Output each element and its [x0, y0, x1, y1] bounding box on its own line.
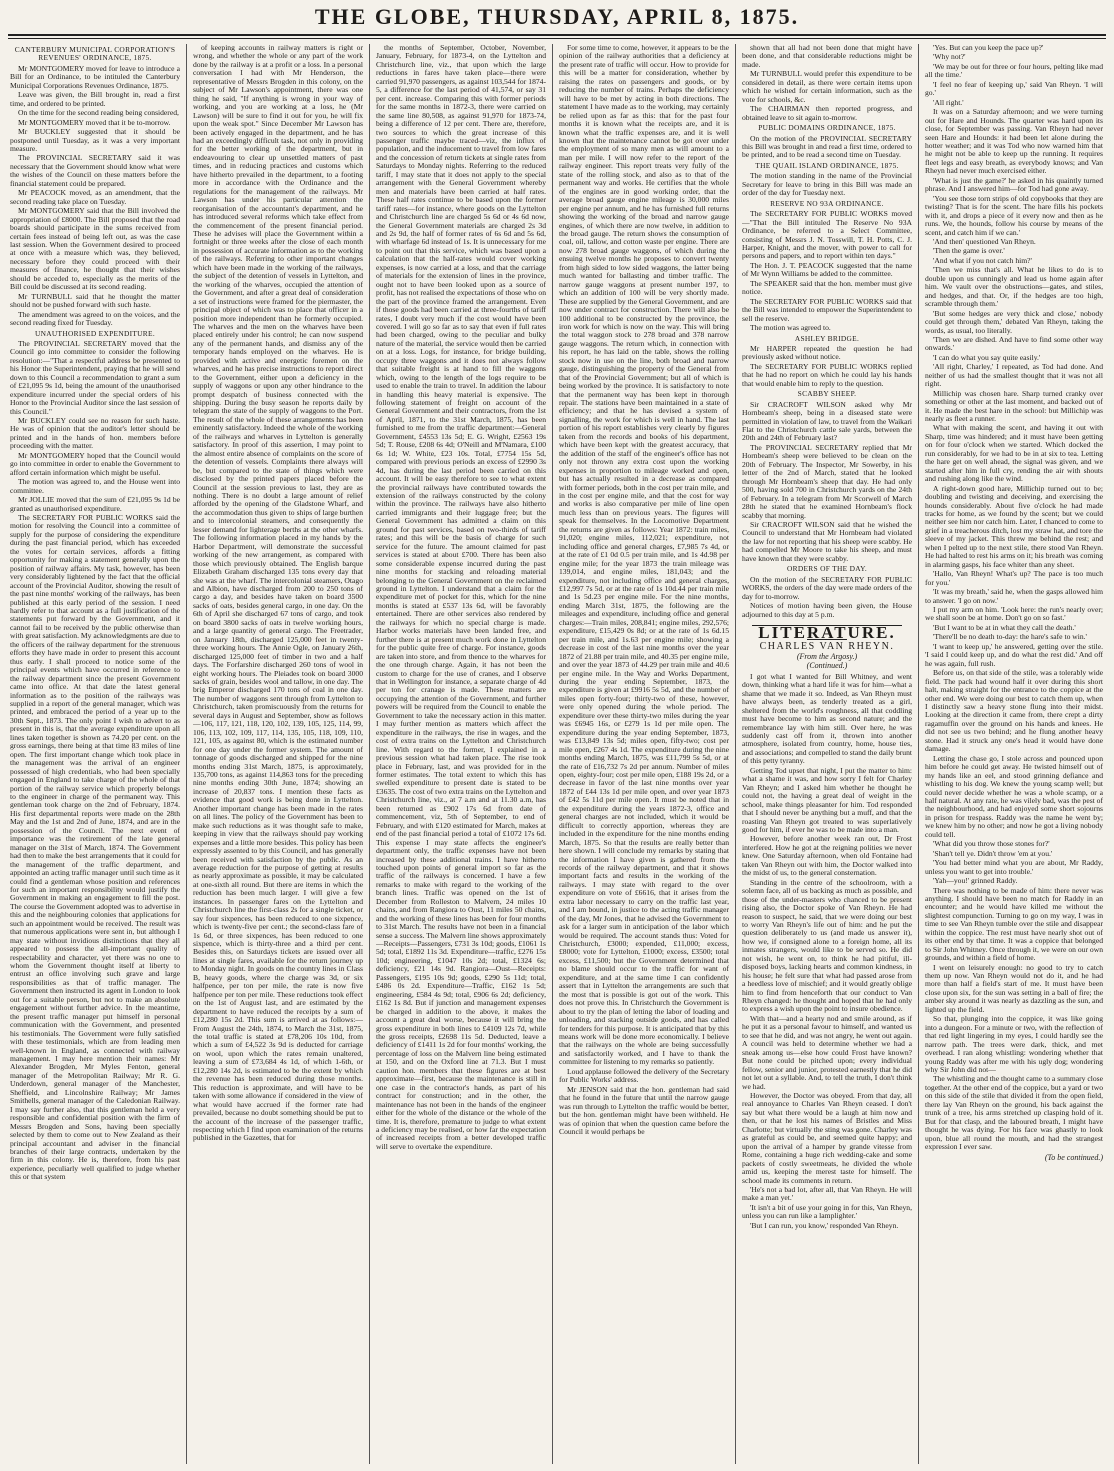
section-heading: RESERVE NO 93A ORDINANCE.	[770, 198, 884, 208]
paragraph: 'You see those torn strips of old copybooks that they are twisting? That is for the scent. The hare fills his pockets with it, and drops a piece of it every now and then as he runs. We, the hounds, follow his course by means of the scent, and catch him if we can.'	[925, 193, 1103, 237]
paragraph: Standing in the centre of the schoolroom, with a solemn face, all of us backing as much as possible, and those of the under-masters who chanced to be present rising also, the Doctor spoke of Van Rheyn. He had reason to suspect, he said, that we were doing our best to worry Van Rheyn's life out of him: and he put the question deliberately to us (and made us answer it), how we, if consigned alone to a foreign home, all its inmates strangers, would like to be served so. He did not wish, he went on, to think he had pitiful, ill-disposed boys, lacking hearts and common kindness, in his house; he felt sure that what had passed arose from a heedless love of mischief; and it would greatly oblige him to find from henceforth that our conduct to Van Rheyn changed: he thought and hoped that he had only to express a wish upon the point to insure obedience.	[742, 877, 912, 1014]
paragraph: 'He's not a bad lot, after all, that Van Rheyn. He will make a man yet.'	[742, 1185, 912, 1203]
section-heading: ASHLEY BRIDGE.	[794, 333, 860, 343]
paragraph: shown that all had not been done that might have been done, and that considerable reductions might be made.	[742, 44, 912, 69]
column-4	[559, 44, 729, 1464]
story-continued: (Continued.)	[806, 661, 848, 671]
paragraph: of keeping accounts in railway matters is right or wrong, and whether the whole or any part of the work done by the railway is at a profit or a loss. In a personal conversation I had with Mr Henderson, the representative of Messrs Brogden in this colony, on the subject of Mr Lawson's appointment, there was one thing he said, "If anything is wrong in your way of working, and you are working at a loss, he (Mr Lawson) will be sure to find it out for you, he will fix upon the weak spot." Since December Mr Lawson has been actively engaged in the department, and he has had an exceedingly difficult task, not only in providing for the better working of the department, but in endeavouring to clear up unsettled matters of past times, and in reducing practices and customs which have hitherto prevailed in the department, to a footing more in accordance with the Ordinance and the regulations for the management of the railways. Mr Lawson has under his particular attention the reorganisation of the accountant's department, and he has introduced several reforms which take effect from the commencement of the present financial period. These he advises will place the Government within a fortnight or three weeks after the close of each month in possession of accurate information as to the working of the railways. Referring to other important changes which have been made in the working of the railways, the subject of the detention of vessels in Lyttelton, and the working of the wharves, occupied the attention of the Government, and after a great deal of consideration a set of instructions were framed for the piermaster, the principal object of which was to place that officer in a position more independent than he formerly occupied. The wharves and the men on the wharves have been placed entirely under his control; he can now suspend any of the permanent hands, and dismiss any of the temporary hands employed on the wharves. He is provided with active and energetic foremen on the wharves, and he has precise instructions to report direct to the Government, either upon a deficiency in the supply of waggons or upon any other hindrance to the prompt despatch of business connected with the shipping. During the busy season he reports daily by telegram the state of the supply of waggons to the Port. The result of the whole of these arrangements has been eminently satisfactory. Indeed the whole of the working of the railways and wharves in Lyttelton is generally satisfactory. In proof of this assertion, I may point to the almost entire absence of complaints on the score of the detention of vessels. Complaints there always will be, but compared to the state of things which were disclosed by the printed papers placed before the Council at the session previous to last, they are as nothing. There is no doubt a large amount of relief afforded by the opening of the Gladstone Wharf, and the accommodation thus given to ships of large burthen and to intercolonial steamers, and consequently the lesser demand for lighterage berths at the other wharfs. The following information placed in my hands by the Harbor Department, will demonstrate the successful working of the new arrangement, as compared with those which previously obtained. The English barque Elizabeth Graham discharged 135 tons every day that she was at the wharf. The intercolonial steamers, Otago and Albion, have discharged from 200 to 250 tons of cargo a day, and besides have taken on board 3500 sacks of oats, besides general cargo, in one day. On the 6th of April she discharged 67 tons of cargo, and took on board 3800 sacks of oats in twelve working hours, and a large quantity of general cargo. The Freetrader, on January 18th, discharged 125,000 feet in twenty-three working hours. The Annie Ogle, on January 26th, discharged 125,000 feet of timber in two and a half days. The Forfarshire discharged 260 tons of wool in eight working hours. The Pleiades took on board 3000 sacks of grain, besides wool and tallow, in one day. The brig Emperor discharged 170 tons of coal in one day. The number of waggons sent through from Lyttelton to Christchurch, taken promiscuously from the returns for several days in August and September, show as follows—106, 117, 121, 118, 120, 102, 139, 105, 125, 114, 99, 106, 113, 102, 109, 117, 114, 135, 105, 118, 109, 110, 121, 105, as against 80, which is the estimated number for one day under the former system. The amount of tonnage of goods discharged and shipped for the nine months ending 31st March, 1875, is approximately, 135,700 tons, as against 114,863 tons for the preceding nine months ending 30th June, 1874; showing an increase of 20,837 tons. I mention these facts as evidence that good work is being done in Lyttelton. Another important change has been made in the rates on all lines. The policy of the Government has been to make such reductions as it was thought safe to make, keeping in view that the railways should pay working expenses and a little more besides. This policy has been expressly assented to by this Council, and has generally been received with satisfaction by the public. As an average reduction for the purpose of getting at results as nearly approximate as possible, it may be calculated at one-sixth all round. But there are items in which the reduction has been much larger. I will give a few instances. In passenger fares on the Lyttelton and Christchurch line the first-class 2s for a single ticket, or say four sixpences, has been reduced to one sixpence, which is twenty-five per cent.; the second-class fare of 1s 6d, or three sixpences, has been reduced to one sixpence, which is thirty-three and a third per cent. Besides this, on Saturdays tickets are issued over all lines at single fares, available for the return journey up to Monday night. In goods on the country lines in Class B, heavy goods, where the charge was 3d, or six halfpence, per ton per mile, the rate is now five halfpence per ton per mile. These reductions took effect on the 1st of August last, and are estimated by the department to have reduced the receipts by a sum of £12,280 15s 2d. This sum is arrived at as follows:—From August the 24th, 1874, to March the 31st, 1875, the total traffic is stated at £78,206 10s 10d, from which a sum of £4,522 3s 9d is deducted for carriage on wool, upon which the rates remain unaltered, leaving a sum of £73,684 4s 1d, of which 1-6th, or £12,280 14s 2d, is estimated to be the extent by which the revenue has been reduced during those months. This reduction is approximate, and will have to be taken with some allowance if considered in the view of what would have accrued if the former rate had prevailed, because no doubt something should be put to the account of the increase of the passenger traffic, respecting which I find upon examination of the returns published in the Gazettes, that for	[193, 44, 363, 1143]
column-divider	[186, 44, 187, 1464]
paragraph: 'Why not?'	[933, 52, 966, 62]
paragraph: 'There'll be no death to-day: the hare's safe to win.'	[933, 632, 1087, 642]
paragraph: 'What did you throw those stones for?'	[933, 839, 1050, 849]
column-divider	[918, 44, 919, 1464]
paragraph: 'All right.'	[933, 97, 964, 107]
paragraph: A right-down good hare, Millichip turned out to be; doubling and twisting and deceiving, and exercising the hounds considerably. About five o'clock he had made tracks for home, as we found by the scent; but we could neither see him nor catch him. Later, I chanced to come to grief in a treacherous ditch, lost my straw hat, and tore the sleeve of my jacket. This threw me behind the rest; and when I pelted up to the next stile, there stood Van Rheyn. He had halted to rest his arms on it; his breath was coming in alarming gasps, his face whiter than any sheet.	[925, 483, 1103, 569]
paragraph: Getting Tod upset that night, I put the matter to him: what a shame it was, and how sorry I felt for Charley Van Rheyn; and I asked him whether he thought he could not, the having a great deal of weight in the school, make things pleasanter for him. Tod responded that I should never be anything but a muff, and that the roasting Van Rheyn got treated to was superlatively good for him, if ever he was to be made into a man.	[742, 765, 912, 834]
paragraph: 'Then the game is over.'	[933, 246, 1005, 256]
paragraph: 'It was my breath,' said he, when the gasps allowed him to answer. 'I go on now.'	[925, 587, 1103, 605]
paragraph: The SPEAKER said that the hon. member must give notice.	[742, 278, 912, 297]
paragraph: On the time for the second reading being considered,	[18, 108, 179, 118]
paragraph: The PROVINCIAL SECRETARY replied that Mr Hornbeam's sheep were believed to be clean on the 20th of February. The Inspector, Mr Sowerby, in his letter of the 2nd of March, stated that he looked through Mr Hornbeam's sheep that day. He had only 500, having sold 700 in Christchurch yards on the 24th of February. In a telegram from Mr Scorwell of March 28th he stated that he examined Hornbeam's flock scabby that morning.	[742, 442, 912, 520]
column-1	[10, 44, 180, 1464]
paragraph: On the motion of the SECRETARY FOR PUBLIC WORKS, the orders of the day were made orders of the day for to-morrow.	[742, 574, 912, 601]
paragraph: 'But I can run, you know,' responded Van Rheyn.	[750, 1220, 899, 1230]
column-3	[376, 44, 546, 1464]
paragraph: What with making the scent, and having it out with Sharp, time was hindered; and it must have been getting on for four o'clock when we started. Which docked the run considerably, for we had to be in at six to tea. Letting the hare get on well ahead, the signal was given, and we started after him in full cry, rending the air with shouts and rushing along like the wind.	[925, 423, 1103, 484]
paragraph: For some time to come, however, it appears to be the opinion of the railway authorities that a deficiency at the present rate of traffic will occur. How to provide for this will be a matter for consideration, whether by raising the rates on passengers and goods, or by reducing the number of trains. Perhaps the deficiency will have to be met by acting in both directions. The statement I have made as to the working, may certainly be relied upon as far as this: that for the past four months it is known what the receipts are, and it is known what the traffic expenses are, and it is well known that the maintenance cannot be got over under the employment of so many men as will amount to a man per mile. I will now refer to the report of the railway engineer. This report treats very fully of the state of the rolling stock, and also as to that of the permanent way and works. He certifies that the whole of the engines are in good working order, that the average broad gauge engine mileage is 30,000 miles per engine per annum, and he has furnished full returns showing the working of the broad and narrow gauge engines, of which there are now twelve, in addition to the broad gauge. The return shows the consumption of coal, oil, tallow, and cotton waste per engine. There are now 278 broad gauge waggons, of which during the ensuing twelve months he proposes to convert twenty from high sided to low sided waggons, the latter being much wanted for ballasting and timber traffic. The narrow gauge waggons at present number 197, to which an addition of 100 will be very shortly made. These are supplied by the General Government, and are now under contract for construction. There will also be 100 additional to be constructed by the province, the iron work for which is now on the way. This will bring the total waggon stock to 278 broad and 378 narrow gauge waggons. The return which, in connection with his report, he has laid on the table, shows the rolling stock now in use on the line, both broad and narrow gauge, distinguishing the property of the General from that of the Provincial Government; but all of which is being worked by the province. It is satisfactory to note that the permanent way has been kept in thorough repair. The stations have been maintained in a state of efficiency; and that he has devised a system of signalling, the work for which is well in hand. The last portion of his report establishes very clearly by figures taken from the records and books of his department, which have been kept with the greatest accuracy, that the addition of the staff of the engineer's office has not only not thrown any extra cost upon the working expenses in proportion to mileage worked and open, but has actually resulted in a decrease as compared with former periods, both in the cost per train mile, and in the cost per engine mile, and that the cost for way and works is also comparative per mile of line open much less than on previous years. The figures will speak for themselves. In the Locomotive Department the returns are given as follows: Year 1872: train miles, 91,020; engine miles, 112,021; expenditure, not including office and general charges, £7,985 7s 4d, or at the rate of £1 0d 0.5 per train mile, and 1s 4d.98 per engine mile; for the year 1873 the train mileage was 139,014, and engine miles, 181,043; and the expenditure, not including office and general charges, £12,997 7s 5d, or at the rate of 1s 10d.44 per train mile and 1s 5d.23 per engine mile. For the nine months, ending March 31st, 1875, the following are the mileages and expenditure, including office and general charges:—Train miles, 208,841; engine miles, 292,576; expenditure, £15,429 0s 8d; or at the rate of 1s 6d.15 per train mile, and 1s.63 per engine mile; showing a decrease in cost of the last nine months over the year 1872 of 21.88 per train mile, and 40.35 per engine mile, and over the year 1873 of 44.29 per train mile and 40.6 per engine mile. In the Way and Works Department, during the year ending September, 1873, the expenditure is given at £9916 5s 5d, and the number of miles open forty-four; thirty-two of these, however, were only opened during the whole period. The expenditure over these thirty-two miles during the year was £6945 16s, or £279 1s 1d per mile open. The expenditure during the year ending September, 1873, was £13,849 13s 5d; miles open, fifty-two; cost per mile open, £267 4s 1d. The expenditure during the nine months ending March, 1875, was £11,799 5s 5d, or at the rate of £16,732 7s 2d per annum. Number of miles open, eighty-four; cost per mile open, £188 19s 2d, or a decrease in favor of the last nine months over year 1872 of £44 13s 1d per mile open, and over year 1873 of £42 5s 11d per mile open. It must be noted that in the expenditure during the years 1872-3, office and general charges are not included, which it would be difficult to correctly apportion, whereas they are included in the expenditure for the nine months ending March, 1875. So that the results are really better than here shown. I will conclude my remarks by stating that the information I have given is gathered from the records of the railway department, and that it shows important facts and results in the working of the railways. I may state with regard to the over expenditure on vote of £6616, that it arises from the extra labor necessary to carry on the traffic last year, and I am bound, in justice to the acting traffic manager of the day, Mr Jones, that he advised the Government to ask for a larger sum in anticipation of the labor which would be required. The account stands thus: Voted for Christchurch, £3000; expended, £11,000; excess, £8000; vote for Lyttelton, £1000; excess, £3500; total excess, £11,500; but the Government determined that no blame should occur to the traffic for want of expenditure, and at the same time I can confidently assert that in Lyttelton the arrangements are such that the most that is possible is got out of the work. This does not prove this. In Christchurch the Government is about to try the plan of letting the labor of loading and unloading, and stacking outside goods, and has called for tenders for this purpose. It is anticipated that by this means work will be done more economically. I believe that the railways on the whole are being successfully and satisfactorily worked, and I have to thank the committee for listening to my remarks so patiently.	[559, 44, 729, 1067]
paragraph: 'And what if you not catch him?'	[933, 255, 1032, 265]
story-source: (From the Argosy.)	[796, 651, 858, 661]
paragraph: The motion standing in the name of the Provincial Secretary for leave to bring in this Bill was made an order of the day for Tuesday next.	[742, 171, 912, 198]
section-heading: UNAUTHORISED EXPENDITURE.	[35, 328, 155, 338]
paragraph: 'Shan't tell ye. Didn't throw 'em at you.'	[933, 848, 1053, 858]
paragraph: 'What is just the game?' he asked in his quaintly turned phrase. And I answered him—for Tod had gone away.	[925, 175, 1103, 194]
section-heading: PUBLIC DOMAINS ORDINANCE, 1875.	[758, 123, 896, 133]
paragraph: 'Hallo, Van Rheyn! What's up? The pace is too much for you.'	[925, 569, 1103, 587]
paragraph: The CHAIRMAN then reported progress, and obtained leave to sit again to-morrow.	[742, 104, 912, 122]
section-heading: CANTERBURY MUNICIPAL CORPORATION'S REVENUES' ORDINANCE, 1875.	[14, 45, 176, 63]
paragraph: Mr BUCKLEY suggested that it should be postponed until Tuesday, as it was a very important measure.	[10, 127, 180, 153]
paragraph: Sir CRACROFT WILSON said that he wished the Council to understand that Mr Hornbeam had violated the law for not reporting that his sheep were scabby. He had compelled Mr Moore to take his sheep, and must have known that they were scabby.	[742, 520, 912, 563]
paragraph: Mr MONTGOMERY hoped that the Council would go into committee in order to enable the Government to afford certain information which might be useful.	[10, 450, 180, 477]
column-divider	[735, 44, 736, 1464]
paragraph: 'I can do what you say quite easily.'	[933, 352, 1041, 362]
column-divider	[552, 44, 553, 1464]
paragraph: The SECRETARY FOR PUBLIC WORKS said that the Bill was intended to empower the Superintendent to sell the reserve.	[742, 296, 912, 323]
paragraph: 'Yah—you!' grinned Raddy.	[933, 876, 1018, 886]
paragraph: 'I feel no fear of keeping up,' said Van Rheyn. 'I will go.'	[925, 79, 1103, 98]
paragraph: Mr PEACOCK moved, as an amendment, that the second reading take place on Tuesday.	[10, 188, 180, 206]
paragraph: So that, plunging into the coppice, it was like going into a dungeon. For a minute or two, with the reflection of that red light lingering in my eyes, I could hardly see the narrow path. The trees were dark, thick, and met overhead. I ran along whistling: wondering whether that young Raddy was after me with his ugly dog; wondering why Sir John did not—	[925, 1014, 1103, 1075]
paragraph: 'But I want to be at in what they call the death.'	[933, 622, 1076, 632]
literature-heading: LITERATURE.	[758, 623, 896, 642]
paragraph: However, the Doctor was obeyed. From that day, all real annoyance to Charles Van Rheyn ceased. I don't say but what there would be a laugh at him now and then, or that he lost his names of Bristles and Miss Charlotte; but virtually the sting was gone. Charley was as grateful as could be, and seemed quite happy; and upon the arrival of a hamper by grande vitesse from Rome, containing a huge rich wedding-cake and some packets of costly sweetmeats, he divided the whole amid us, keeping the merest taste for himself. The school made its comments in return.	[742, 1091, 912, 1185]
paragraph: The whistling and the thought came to a summary close together. At the other end of the coppice, but a yard or two on this side of the stile that divided it from the open field, there lay Van Rheyn on the ground, his back against the trunk of a tree, his arms stretched up clasping hold of it. But for that clasp, and the laboured breath, I might have thought he was dying. For his face was ghastly to look upon, blue all round the mouth, and had the strangest expression I ever saw.	[925, 1074, 1103, 1152]
paragraph: It was on a Saturday afternoon; and we were turning out for Hare and Hounds. The quarter was hard upon its close, for September was passing. Van Rheyn had never seen Hare and Hounds: it had been let alone during the hotter weather; and it was Tod who now warned him that he might not be able to keep up the running. It requires fleet legs and easy breath, as everybody knows; and Van Rheyn had never much exercised either.	[925, 107, 1103, 176]
paragraph: Loud applause followed the delivery of the Secretary for Public Works' address.	[559, 1066, 729, 1085]
paragraph: Mr TURNBULL said that he thought the matter should not be pushed forward with such haste.	[10, 291, 180, 310]
paragraph: Notices of motion having been given, the House adjourned to this day at 5 p.m.	[742, 601, 912, 619]
masthead-rule-thin	[8, 38, 1106, 39]
paragraph: 'And then' questioned Van Rheyn.	[933, 236, 1036, 246]
paragraph: 'All right, Charley,' I repeated, as Tod had done. And neither of us had the smallest thought that it was not all right.	[925, 362, 1103, 389]
paragraph: Mr MONTGOMERY said that the Bill involved the appropriation of £8000. The Bill proposed that the road boards should participate in the sums received from certain fees instead of being left out, as was the case last session. When the Government desired to proceed at once with a measure which was, they believed, necessary before they could proceed with their measures of finance, he thought that their wishes should be acceded to, especially as the merits of the Bill could be discussed at its second reading.	[10, 206, 180, 292]
paragraph: The SECRETARY FOR PUBLIC WORKS moved—"That the Bill intituled The Reserve No 93A Ordinance, be referred to a Select Committee, consisting of Messrs J. N. Tosswill, T. H. Potts, C. J. Harper, Knight, and the mover, with power to call for persons and papers, and to report within ten days."	[742, 209, 912, 261]
paragraph: Millichip was chosen hare. Sharp turned cranky over something or other at the last moment, and backed out of it. He made the best hare in the school: but Millichip was nearly as fleet a runner.	[925, 388, 1103, 424]
paragraph: The SECRETARY FOR PUBLIC WORKS said the motion for resolving the Council into a committee of supply for the purpose of considering the expenditure during the past financial period, which has exceeded the votes for certain services, affords a fitting opportunity for making a statement generally upon the position of railway affairs. My task, however, has been very considerably lightened by the fact that the official account of the Provincial Auditor, showing the result of the past nine months' working of the railways, has been published at this early period of the session. I need hardly refer to that account as a full justification of the statements put forward by the Government, and it cannot fail to be received by the public otherwise than with great satisfaction. My acknowledgments are due to the officers of the railway department for the strenuous efforts they have made in order to present this account thus early. I shall proceed to notice some of the principal events which have occurred in reference to the railway department since the present Government came into office. At that date the latest general information as to the position of the railways was supplied in a report of the general manager, which was printed, and embraced the period of a year up to the 30th Sept., 1873. The only point I wish to advert to as present in this is, that the average expenditure upon all lines taken together is shown as 74.20 per cent. on the gross earnings, there being at that time 83 miles of line open. The first important change which took place in the management was the arrival of an engineer possessed of high credentials, who had been specially engaged in England to take charge of the whole of that portion of the railway service which properly belongs to the engineer in charge of the permanent way. This gentleman took charge on the 2nd of February, 1874. His first departmental reports were made on the 28th May and the 1st and 2nd of June, 1874, and are in the possession of the Council. The next event of importance was the retirement of the late general manager on the 31st of March, 1874. The Government had then to make the best arrangements that it could for the management of the traffic department, and appointed an acting traffic manager until such time as it could find a gentleman whose position and references for such an important responsibility would justify the Government in making an engagement to fill the post. The course the Government adopted was to advertise in this and the neighbouring colonies that applications for such an appointment would be received. The result was that numerous applications were sent in, but although I may state without invidious distinctions that they all appeared to possess the all-important quality of respectability and character, yet there was no one to whom the Government thought itself at liberty to entrust an office involving such grave and large responsibilities as that of traffic manager. The Government then instructed its agent in London to look out for a suitable person, but not to make an absolute engagement without further advice. In the meantime, the present traffic manager put himself in personal communication with the Government, and presented his testimonials. The Government were fully satisfied with these testimonials, which are from leading men well-known in England, as connected with railway management. I may here mention their names: Mr Alexander Brogden, Mr Myles Fenton, general manager of the Metropolitan Railway; Mr R. G. Underdown, general manager of the Manchester, Sheffield, and Lincolnshire Railway; Mr James Smithells, general manager of the Caledonian Railway. I may say further also, that this gentleman held a very responsible and confidential position with the firm of Messrs Brogden and Sons, having been specially selected by them to come out to New Zealand as their principal accountant and adviser in the financial branches of their large contracts, undertaken by the firm in this colony. He is, therefore, from his past experience, peculiarly well qualified to judge whether this or that system	[10, 513, 180, 1182]
masthead-rule	[8, 34, 1106, 36]
paragraph: Mr MONTGOMERY moved for leave to introduce a Bill for an Ordinance, to be intituled the Canterbury Municipal Corporations Revenues Ordinance, 1875.	[10, 63, 180, 90]
paragraph: 'It isn't a bit of use your going in for this, Van Rheyn, unless you can run like a lamplighter.'	[742, 1202, 912, 1221]
column-6	[925, 44, 1103, 1464]
column-divider	[369, 44, 370, 1464]
paragraph: On the motion of the PROVINCIAL SECRETARY this Bill was brought in and read a first time, ordered to be printed, and to be read a second time on Tuesday.	[742, 133, 912, 160]
paragraph: 'We may be out for three or four hours, pelting like mad all the time.'	[925, 61, 1103, 80]
paragraph: 'You had better mind what you are about, Mr Raddy, unless you want to get into trouble.'	[925, 858, 1103, 876]
section-heading: SCABBY SHEEP.	[797, 389, 857, 399]
paragraph: Sir CRACROFT WILSON asked why Mr Hornbeam's sheep, being in a diseased state were permitted in violation of law, to travel from the Waikari Flat to the Christchurch cattle sale yards, between the 20th and 24th of February last?	[742, 399, 912, 443]
paragraph: Mr JOLLIE moved that the sum of £21,095 9s 1d be granted as unauthorised expenditure.	[10, 495, 180, 513]
paragraph: There was nothing to be made of him: there never was anything. I should have been no match for Raddy in an encounter; and he would have killed me without the slightest compunction. Turning to go on my way, I was in time to see Van Rheyn tumble over the stile and disappear within the coppice. The rest must have nearly shot out of its other end by that time. It was a coppice that belonged to Sir John Whitney. Once through it, we were on our own grounds, and within a field of home.	[925, 885, 1103, 963]
paragraph: However, before another week ran out, Dr Frost interfered. How he got at the reigning polities we never knew. One Saturday afternoon, when old Fontaine had taken Van Rheyn out with him, the Doctor walked into the midst of us, to the general consternation.	[742, 834, 912, 878]
paragraph: The SECRETARY FOR PUBLIC WORKS replied that he had no report on which he could lay his hands that would enable him to reply to the question.	[742, 361, 912, 388]
paragraph: 'Then we are dished. And have to find some other way onwards.'	[925, 334, 1103, 353]
paragraph: The amendment was agreed to on the voices, and the second reading fixed for Tuesday.	[10, 309, 180, 328]
paragraph: Leave was given, the Bill brought in, read a first time, and ordered to be printed.	[10, 90, 180, 108]
paragraph: Letting the chase go, I stole across and pounced upon him before he could get away. He twisted himself out of my hands like an eel, and stood grinning defiance and whistling to his dog. We knew the young scamp well; but could never decide whether he was a whole scamp, or a half natural. At any rate, he was vilely bad, was the pest of the neighbourhood, and had enjoyed some short sojourns in prison for trespass. Raddy was the name he went by; we knew him by no other; and now he got a living nobody could tell.	[925, 753, 1103, 839]
paragraph: I got what I wanted for Bill Whitney, and went down, thinking what a hard life it was for him—what a shame that we made it so. Indeed, as Van Rheyn must have always been, as tenderly treated as a girl, sheltered from the world's roughness, all that coddling must have become to him as second nature; and the remembrance lay with him still. Over here, he was suddenly cast off from it, thrown into another atmosphere, isolated from country, home, house ties, and associations; and compelled to stand the daily brunt of this petty tyranny.	[742, 671, 912, 766]
paragraph: Mr MONTGOMERY moved that it be to-morrow.	[18, 117, 171, 127]
page-masthead: THE GLOBE, THURSDAY, APRIL 8, 1875.	[314, 4, 800, 29]
section-heading: ORDERS OF THE DAY.	[786, 564, 867, 574]
column-2	[193, 44, 363, 1464]
paragraph: 'But some hedges are very thick and close,' nobody could get through them,' debated Van Rheyn, taking the words, as usual, too literally.	[925, 308, 1103, 335]
story-title: CHARLES VAN RHEYN.	[759, 641, 895, 653]
to-be-continued: (To be continued.)	[1044, 1152, 1103, 1162]
paragraph: The motion was agreed to.	[750, 323, 831, 333]
column-5	[742, 44, 912, 1464]
paragraph: 'Yes. But can you keep the pace up?'	[933, 44, 1044, 52]
paragraph: I went on leisurely enough: no good to try to catch them up now. Van Rheyn would not do it, and he had more than half a field's start of me. It must have been close upon six, for the sun was setting in a ball of fire; the amber sky around it was nearly as dazzling as the sun, and lighted up the field.	[925, 962, 1103, 1014]
paragraph: Before us, on that side of the stile, was a tolerably wide field. The pack had wound half it over during this short halt, making straight for the entrance to the coppice at the other end. We were doing our best to catch them up, when I distinctly saw a heavy stone flung into their midst. Looking at the direction it came from, there crept a dirty ragamuffin over the ground on his hands and knees. He did not see us two behind; and he flung another heavy stone. Had it struck any one's head it would have done damage.	[925, 668, 1103, 754]
paragraph: Mr HARPER repeated the question he had previously asked without notice.	[742, 343, 912, 362]
paragraph: With that—and a hearty nod and smile around, as if he put it as a personal favour to himself, and wanted us to see that he did, and was not angry, he went out again. A council was held to determine whether we had a sneak among us—else how could Frost have known? But none could be pitched upon; every individual fellow, senior and junior, protested earnestly that he did not let out a syllable. And, to tell the truth, I don't think we had.	[742, 1013, 912, 1091]
paragraph: the months of September, October, November, January, February, for 1873-4, on the Lyttelton and Christchurch line, viz., that upon which the large reductions in fares have taken place—there were carried 91,970 passengers, as against 103,544 for 1874-5, a difference for the last period of 41,574, or say 31 per cent. increase. Comparing this with former periods for the same months in 1872-3, there were carried on the same line 80,508, as against 91,970 for 1873-74, being a difference of 12 per cent. There are, therefore, two sources to which the great increase of this passenger traffic maybe traced—viz, the influx of population, and the inducement to travel from low fares and the concession of return tickets at single rates from Saturdays to Monday nights. Referring to the reduced tariff, I may state that it does not apply to the special arrangement with the General Government whereby men and materials have been carried at half rates. These half rates continue to be based upon the former tariff rates—for instance, where goods on the Lyttelton and Christchurch line are charged 5s 6d or 4s 6d now, the General Government materials are charged 2s 3d and 2s 9d, the half of former rates of 6s 6d and 5s 6d, with wharfage 6d instead of 1s. It is unnecessary for me to point out that this service, which was based upon a calculation that the half-rates would cover working expenses, is now carried at a loss, and that the carriage of materials for the extension of lines in the province, ought not to have been looked upon as a source of profit, has not realised the expectations of those who on the part of the province framed the arrangement. Even if those goods had been carried at three-fourths of tariff rates, I doubt very much if the cost would have been covered. I will go so far as to say that even if full rates had been charged, owing to the peculiar and bulky nature of the material, the service would then be carried on at a loss. Logs, for instance, for bridge building, occupy three waggons and it does not always follow that suitable freight is at hand to fill the waggons which, owing to the length of the logs require to be used to enable the train to travel. In addition the labour in handling this heavy material is expensive. The following statement of freight on account of the General Government and their contractors, from the 1st of April, 1871, to the 31st March, 1875, has been furnished to me from the traffic department:—General Government, £4553 13s 5d; E. G. Wright, £2563 19s 5d; T. Rouse, £208 6s 4d; O'Neill and M'Namara, £100 6s 1d; W. White, £23 10s. Total, £7754 15s 5d, compared with previous periods an excess of £2990 3s 4d, has during the last period been carried on this account. It will be easy therefore to see to what extent the provincial railways have contributed towards the extension of the railways constructed by the colony within the province. The railways have also hitherto carried immigrants and their luggage free; but the General Government has admitted a claim on this ground for past services, based on two-thirds of tariff rates; and this will be the basis of charge for such service for the future. The amount claimed for past services is stated at about £700. There has been also some considerable expense incurred during the past nine months for stacking and reloading material belonging to the General Government on the reclaimed ground in Lyttelton. I understand that a claim for the expenditure met of pocket for this, which for the nine months is stated at £537 13s 6d, will be favorably entertained. There are other services also rendered by the railways for which no special charge is made. Harbor works materials have been landed free, and further there is at present much work done in Lyttelton for the public quite free of charge. For instance, goods are taken into store, and from thence to the wharves for the one through charge. Again, it has not been the custom to charge for the use of cranes, and I observe that in Wellington for instance, a separate charge of 4d per ton for cranage is made. These matters are occupying the attention of the Government, and further powers will be required from the Council to enable the Government to take the necessary action in this matter. I may further mention as matters which affect the expenditure in the railways, the rise in wages, and the cost of extra trains on the Lyttelton and Christchurch line. With regard to the former, I explained in a previous session what had taken place. The rise took place in February, last, and was provided for in the former estimates. The total extent to which this has swelled expenditure to present date is stated to be £3635. The cost of two extra trains on the Lyttelton and Christchurch line, viz., at 7 a.m and at 11.30 a.m, has been returned as £902 17s 6d from date of commencement, viz, 5th of September, to end of February, and with £120 estimated for March, makes at end of the past financial period a total of £1072 17s 6d. This expense I may state affects the engineer's department only, the traffic expenses have not been increased by these additional trains. I have hitherto touched upon points of general import so far as the traffic of the railways is concerned. I have a few remarks to make with regard to the working of the branch lines. Traffic was opened on the 1st of December from Rolleston to Malvern, 24 miles 10 chains, and from Rangiora to Oust, 11 miles 50 chains, and the working of these lines has been for four months to 31st March. The results have not been in a financial sense a success. The Malvern line shows approximately—Receipts—Passengers, £731 3s 10d; goods, £1061 1s 5d; total, £1892 11s 3d. Expenditure—traffic, £276 15s 10d; engineering, £1047 10s 2d; total, £1324 6s; deficiency, £21 14s 9d. Rangiora—Oust—Receipts: Passengers, £195 10s 9d; goods, £290 5s 11d; total, £486 0s 2d. Expenditure—Traffic, £162 1s 5d; engineering, £584 4s 9d; total, £906 6s 2d; deficiency, £162 1s 8d. But if junction and management expenses be charged in addition to the above, it makes the account a great deal worse, because it will bring the gross expenditure in both lines to £4109 12s 7d, while the gross receipts, £2698 11s 5d. Deducted, leave a deficiency of £1411 1s 2d for four months' working, the percentage of loss on the Malvern line being estimated at 150, and on the Oxford line at 71.3. But I must caution hon. members that these figures are at best approximate—first, because the maintenance is still in one case in the contractor's hands, as part of his contract for construction; and in the other, the maintenance has not been in the hands of the engineer either for the whole of the distance or the whole of the time. It is, therefore, premature to judge to what extent a deficiency may be realised, or how far the expectation of increased receipts from a better developed traffic will serve to overtake the expenditure.	[376, 44, 546, 1151]
paragraph: I put my arm on him. 'Look here: the run's nearly over; we shall soon be at home. Don't go on so fast.'	[925, 605, 1103, 623]
paragraph: Mr JENSON said that the hon. gentleman had said that he found in the future that until the narrow gauge was run through to Lyttelton the traffic would be better, but the hon. gentleman might have been withheld. He was of opinion that when the question came before the Council it would perhaps be	[559, 1084, 729, 1136]
paragraph: The PROVINCIAL SECRETARY moved that the Council go into committee to consider the following resolution:—"That a respectful address be presented to his Honor the Superintendent, praying that he will send down to this Council a recommendation to grant a sum of £21,095 9s 1d, being the amount of the unauthorised expenditure incurred under the special orders of his Honor to the Provincial Auditor since the last session of this Council."	[10, 338, 180, 416]
paragraph: The Hon. J. T. PEACOCK suggested that the name of Mr Wynn Williams be added to the committee.	[742, 260, 912, 279]
paragraph: The motion was agreed to, and the House went into committee.	[10, 477, 180, 495]
paragraph: 'Then we miss that's all. What he likes to do is to double upon us cunningly and lead us home again after him. We vault over the obstructions—gates, and stiles, and hedges, and that. Or, if the hedges are too high, scramble through them.'	[925, 265, 1103, 309]
section-heading: THE QUAIL ISLAND ORDINANCE, 1875.	[755, 160, 899, 170]
paragraph: 'I want to keep up,' he answered, getting over the stile. 'I said I could keep up, and do what the rest did.' And off he was again, full rush.	[925, 641, 1103, 668]
paragraph: The PROVINCIAL SECRETARY said it was necessary that the Government should know what were the wishes of the Council on these matters before the financial statement could be prepared.	[10, 153, 180, 188]
paragraph: Mr TURNBULL would prefer this expenditure to be considered in detail, as there were certain items upon which he wished for certain information, such as the vote for schools, &c.	[742, 69, 912, 104]
paragraph: Mr BUCKLEY could see no reason for such haste. He was of opinion that the auditor's letter should be printed and in the hands of hon. members before proceeding with the matter.	[10, 416, 180, 451]
